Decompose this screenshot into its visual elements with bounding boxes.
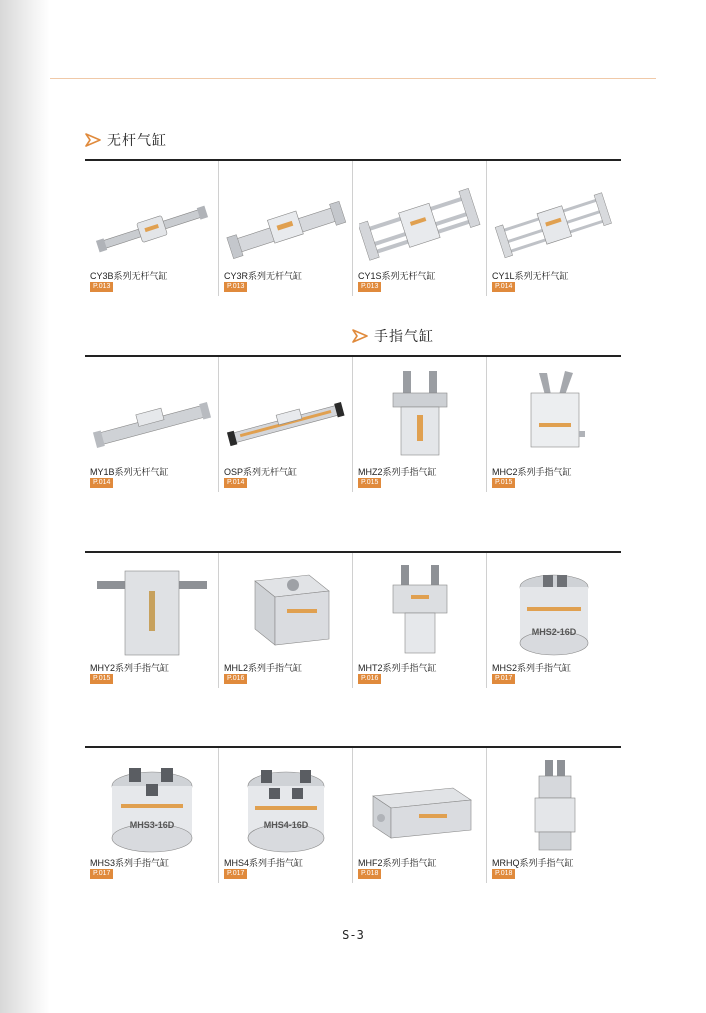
product-marking: MHS4-16D bbox=[263, 820, 309, 830]
product-grid-row-2 bbox=[85, 355, 621, 492]
product-card[interactable] bbox=[353, 748, 487, 883]
product-page-badge[interactable]: P.018 bbox=[358, 869, 381, 879]
top-rule bbox=[50, 78, 656, 79]
product-card[interactable] bbox=[85, 553, 219, 688]
product-name: CY1L系列无杆气缸 bbox=[492, 271, 569, 281]
product-name: CY3B系列无杆气缸 bbox=[90, 271, 168, 281]
arrow-icon bbox=[85, 133, 101, 147]
product-page-badge[interactable]: P.013 bbox=[358, 282, 381, 292]
arrow-icon bbox=[352, 329, 368, 343]
product-name: CY3R系列无杆气缸 bbox=[224, 271, 303, 281]
rotary-gripper-image bbox=[91, 561, 213, 659]
product-name: MHL2系列手指气缸 bbox=[224, 663, 303, 673]
product-name: MHS4系列手指气缸 bbox=[224, 858, 304, 868]
three-jaw-gripper-image bbox=[91, 756, 213, 854]
product-page-badge[interactable]: P.013 bbox=[90, 282, 113, 292]
product-grid-row-4 bbox=[85, 746, 621, 883]
page-spine-shadow bbox=[0, 0, 50, 1013]
product-card[interactable] bbox=[85, 748, 219, 883]
product-name: MHZ2系列手指气缸 bbox=[358, 467, 437, 477]
product-page-badge[interactable]: P.017 bbox=[90, 869, 113, 879]
product-marking: MHS3-16D bbox=[129, 820, 175, 830]
product-grid-row-1 bbox=[85, 159, 621, 296]
product-page-badge[interactable]: P.014 bbox=[492, 282, 515, 292]
section-title-rodless bbox=[85, 130, 167, 150]
product-name: MHC2系列手指气缸 bbox=[492, 467, 572, 477]
four-jaw-gripper-image bbox=[225, 756, 347, 854]
product-page-badge[interactable]: P.016 bbox=[224, 674, 247, 684]
product-card[interactable] bbox=[353, 553, 487, 688]
section-title-finger bbox=[352, 326, 434, 346]
section-title-text: 手指气缸 bbox=[374, 328, 434, 344]
page-number: S-3 bbox=[342, 928, 364, 942]
rodless-cylinder-mechanical-image bbox=[91, 365, 213, 463]
product-card[interactable] bbox=[487, 748, 621, 883]
rodless-cylinder-osp-image bbox=[225, 365, 347, 463]
product-card[interactable] bbox=[487, 357, 621, 492]
product-marking: MHS2-16D bbox=[531, 627, 577, 637]
product-card[interactable] bbox=[487, 161, 621, 296]
product-name: MRHQ系列手指气缸 bbox=[492, 858, 574, 868]
product-grid-row-3 bbox=[85, 551, 621, 688]
product-name: OSP系列无杆气缸 bbox=[224, 467, 298, 477]
product-page-badge[interactable]: P.016 bbox=[358, 674, 381, 684]
product-name: CY1S系列无杆气缸 bbox=[358, 271, 436, 281]
product-page-badge[interactable]: P.015 bbox=[90, 674, 113, 684]
product-card[interactable] bbox=[85, 161, 219, 296]
product-name: MY1B系列无杆气缸 bbox=[90, 467, 169, 477]
product-card[interactable] bbox=[85, 357, 219, 492]
product-name: MHT2系列手指气缸 bbox=[358, 663, 437, 673]
product-page-badge[interactable]: P.018 bbox=[492, 869, 515, 879]
angular-gripper-image bbox=[493, 365, 615, 463]
rodless-cylinder-guide-image bbox=[493, 169, 615, 267]
product-card[interactable] bbox=[353, 161, 487, 296]
section-title-text: 无杆气缸 bbox=[107, 132, 167, 148]
product-page-badge[interactable]: P.015 bbox=[358, 478, 381, 488]
product-name: MHF2系列手指气缸 bbox=[358, 858, 437, 868]
product-card[interactable] bbox=[219, 357, 353, 492]
product-card[interactable] bbox=[487, 553, 621, 688]
rodless-cylinder-slide-image bbox=[359, 169, 481, 267]
product-name: MHY2系列手指气缸 bbox=[90, 663, 170, 673]
rodless-cylinder-round-image bbox=[91, 169, 213, 267]
product-page-badge[interactable]: P.014 bbox=[90, 478, 113, 488]
parallel-gripper-image bbox=[359, 365, 481, 463]
product-card[interactable] bbox=[219, 748, 353, 883]
product-page-badge[interactable]: P.013 bbox=[224, 282, 247, 292]
rotary-gripper-cylinder-image bbox=[493, 756, 615, 854]
low-profile-gripper-image bbox=[359, 756, 481, 854]
product-page-badge[interactable]: P.017 bbox=[492, 674, 515, 684]
wide-gripper-image bbox=[225, 561, 347, 659]
product-page-badge[interactable]: P.014 bbox=[224, 478, 247, 488]
two-jaw-gripper-image bbox=[493, 561, 615, 659]
product-name: MHS3系列手指气缸 bbox=[90, 858, 170, 868]
product-page-badge[interactable]: P.015 bbox=[492, 478, 515, 488]
product-card[interactable] bbox=[219, 161, 353, 296]
product-card[interactable] bbox=[353, 357, 487, 492]
toggle-gripper-image bbox=[359, 561, 481, 659]
rodless-cylinder-rail-image bbox=[225, 169, 347, 267]
product-page-badge[interactable]: P.017 bbox=[224, 869, 247, 879]
product-card[interactable] bbox=[219, 553, 353, 688]
product-name: MHS2系列手指气缸 bbox=[492, 663, 572, 673]
